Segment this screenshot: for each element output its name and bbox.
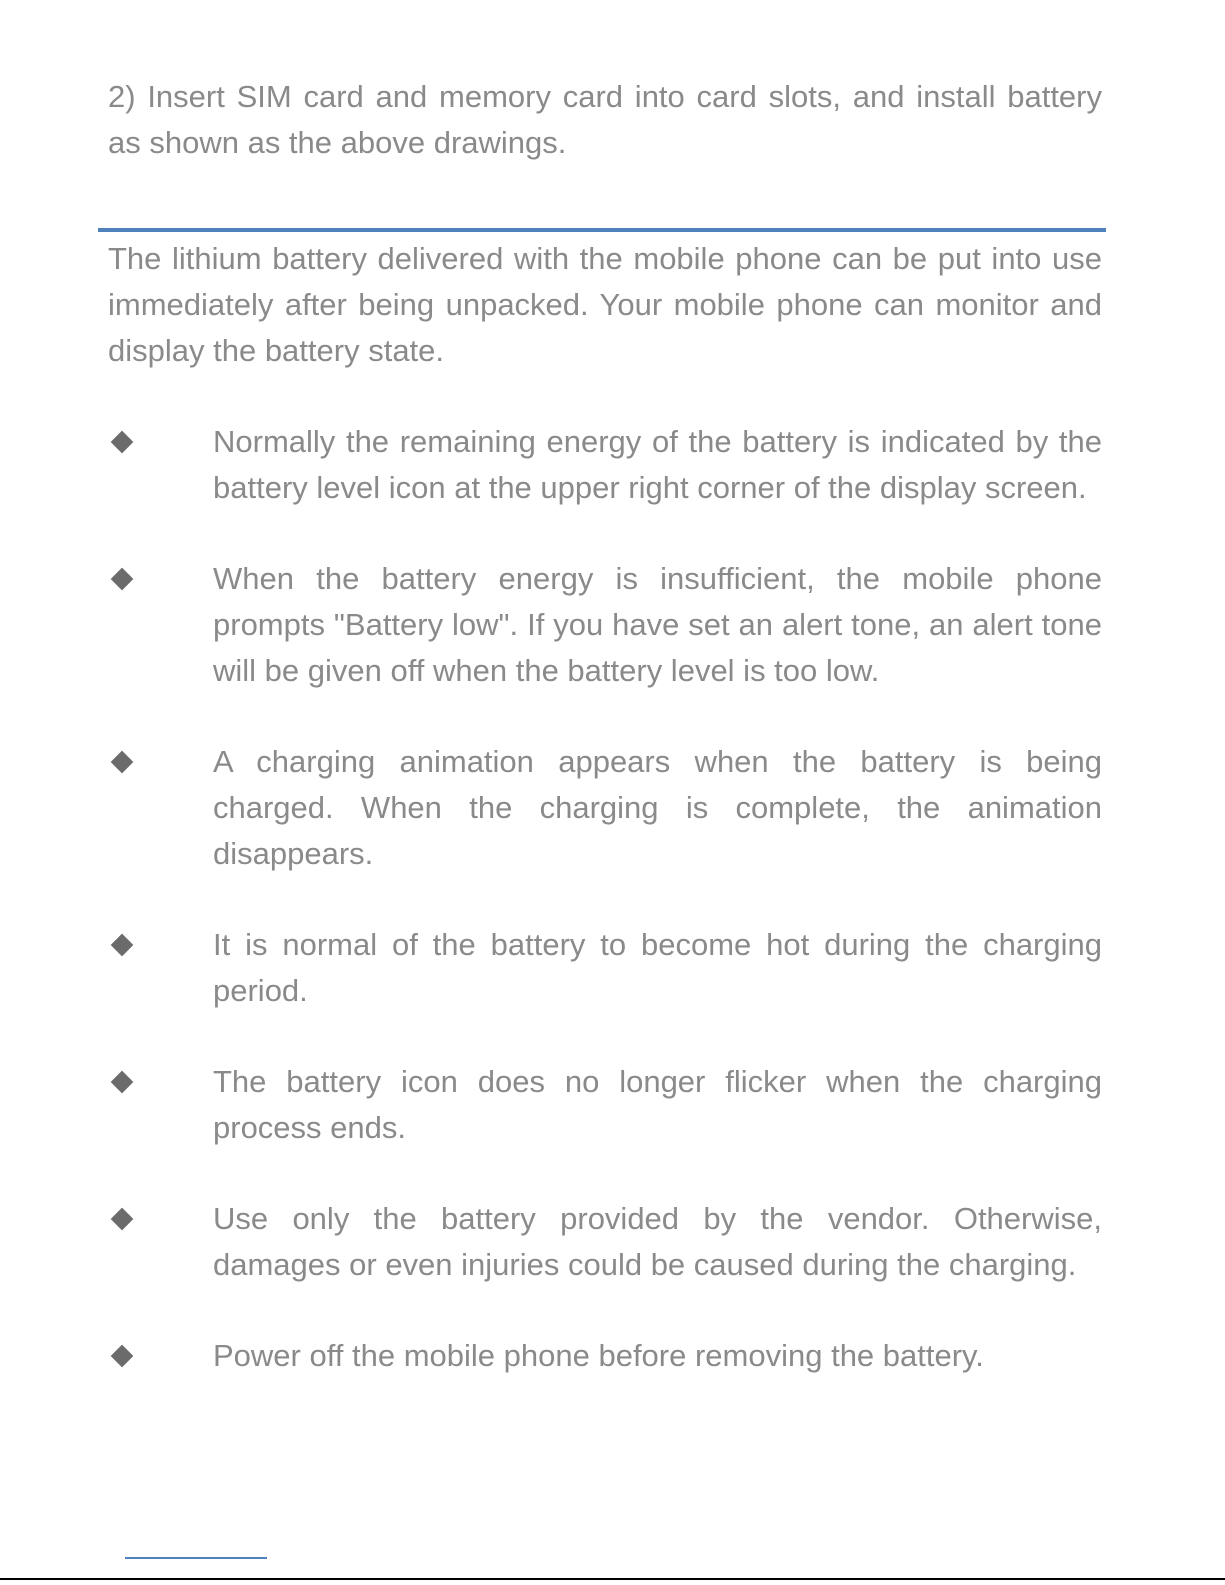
section-divider — [98, 228, 1106, 232]
diamond-icon — [111, 431, 134, 454]
diamond-icon — [111, 934, 134, 957]
list-item-text: Normally the remaining energy of the battery is indicated by the battery level icon at the upper right corner of the display screen. — [213, 424, 1102, 505]
diamond-icon — [111, 1071, 134, 1094]
list-item — [108, 739, 1102, 877]
diamond-icon — [111, 1208, 134, 1231]
list-item — [108, 419, 1102, 511]
list-item-text: The battery icon does no longer flicker when the charging process ends. — [213, 1064, 1102, 1145]
diamond-icon — [111, 751, 134, 774]
step-paragraph: 2) Insert SIM card and memory card into card slots, and install battery as shown as the above drawings. — [108, 79, 1102, 160]
battery-notes-list — [108, 419, 1102, 1379]
page-bottom-border — [0, 1578, 1225, 1580]
diamond-icon — [111, 1345, 134, 1368]
list-item-text: Power off the mobile phone before removing the battery. — [213, 1338, 984, 1373]
list-item — [108, 1059, 1102, 1151]
list-item — [108, 1196, 1102, 1288]
list-item-text: It is normal of the battery to become hot during the charging period. — [213, 927, 1102, 1008]
footnote-separator — [125, 1557, 267, 1559]
list-item-text: Use only the battery provided by the vendor. Otherwise, damages or even injuries could be caused during the charging. — [213, 1201, 1102, 1282]
list-item — [108, 922, 1102, 1014]
list-item-text: A charging animation appears when the battery is being charged. When the charging is complete, the animation disappears. — [213, 744, 1102, 871]
list-item — [108, 1333, 1102, 1379]
intro-paragraph: The lithium battery delivered with the mobile phone can be put into use immediately after being unpacked. Your mobile phone can monitor and display the battery state. — [108, 241, 1102, 368]
list-item — [108, 556, 1102, 694]
diamond-icon — [111, 568, 134, 591]
list-item-text: When the battery energy is insufficient, the mobile phone prompts "Battery low". If you have set an alert tone, an alert tone will be given off when the battery level is too low. — [213, 561, 1102, 688]
